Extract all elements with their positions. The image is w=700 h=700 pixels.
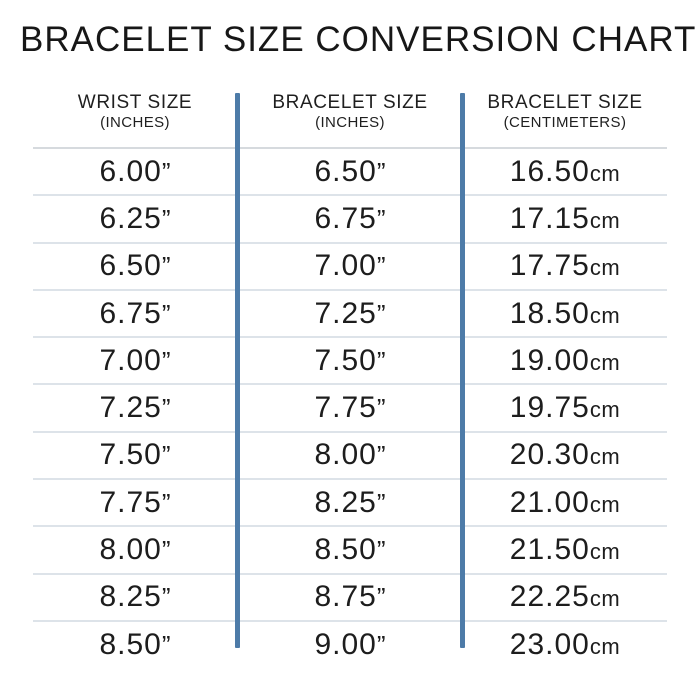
table-row (33, 480, 667, 527)
inch-mark: ” (161, 487, 171, 518)
bracelet-size-cm-value: 16.50 (509, 154, 590, 188)
table-row (33, 291, 667, 338)
inch-mark: ” (161, 440, 171, 471)
inch-mark: ” (376, 535, 386, 566)
bracelet-size-inches-value: 8.25 (314, 485, 377, 519)
inch-mark: ” (376, 487, 386, 518)
bracelet-size-cm-value: 21.00 (509, 485, 590, 519)
inch-mark: ” (376, 393, 386, 424)
bracelet-size-inches-value: 8.00 (314, 438, 377, 472)
table-row (33, 244, 667, 291)
inch-mark: ” (376, 440, 386, 471)
bracelet-size-inches-cell (237, 535, 463, 565)
wrist-size-value: 7.00 (99, 343, 162, 377)
inch-mark: ” (161, 203, 171, 234)
table-row (33, 338, 667, 385)
bracelet-size-cm-cell (463, 582, 667, 612)
header-bracelet-size-cm-unit: (CENTIMETERS) (503, 114, 627, 131)
bracelet-size-cm-value: 18.50 (509, 296, 590, 330)
bracelet-size-cm-cell (463, 201, 667, 235)
inch-mark: ” (161, 535, 171, 566)
table-row (33, 385, 667, 432)
cm-unit: cm (589, 397, 621, 423)
table-row (33, 149, 667, 196)
inch-mark: ” (161, 629, 171, 660)
wrist-size-cell (33, 154, 237, 188)
header-wrist-size (33, 88, 237, 132)
wrist-size-value: 8.25 (99, 580, 162, 614)
wrist-size-cell (33, 485, 237, 519)
page-title: BRACELET SIZE CONVERSION CHART (20, 20, 697, 59)
bracelet-size-inches-cell (237, 440, 463, 470)
bracelet-size-inches-value: 9.00 (314, 627, 377, 661)
header-wrist-size-label: WRIST SIZE (77, 92, 193, 113)
inch-mark: ” (161, 251, 171, 282)
wrist-size-cell (33, 582, 237, 612)
column-divider-2 (460, 93, 465, 648)
bracelet-size-inches-cell (237, 582, 463, 612)
inch-mark: ” (376, 345, 386, 376)
wrist-size-value: 6.75 (99, 296, 162, 330)
cm-unit: cm (589, 539, 621, 565)
bracelet-size-inches-value: 7.50 (314, 343, 377, 377)
table-row (33, 433, 667, 480)
wrist-size-value: 7.50 (99, 438, 162, 472)
table-row (33, 527, 667, 574)
wrist-size-value: 7.25 (99, 391, 162, 425)
header-bracelet-size-inches-label: BRACELET SIZE (272, 92, 428, 113)
wrist-size-value: 6.50 (99, 249, 162, 283)
bracelet-size-cm-cell (463, 296, 667, 330)
bracelet-size-inches-value: 7.00 (314, 249, 377, 283)
bracelet-size-cm-value: 21.50 (509, 533, 590, 567)
wrist-size-value: 8.50 (99, 627, 162, 661)
cm-unit: cm (589, 633, 621, 659)
inch-mark: ” (161, 393, 171, 424)
wrist-size-value: 8.00 (99, 533, 162, 567)
bracelet-size-cm-cell (463, 535, 667, 565)
wrist-size-value: 6.25 (99, 201, 162, 235)
wrist-size-cell (33, 440, 237, 470)
cm-unit: cm (589, 586, 621, 612)
bracelet-size-cm-value: 19.75 (509, 391, 590, 425)
inch-mark: ” (161, 298, 171, 329)
bracelet-size-inches-value: 7.75 (314, 391, 377, 425)
bracelet-size-cm-cell (463, 440, 667, 470)
bracelet-size-cm-value: 17.75 (509, 249, 590, 283)
wrist-size-cell (33, 201, 237, 235)
bracelet-size-inches-cell (237, 296, 463, 330)
inch-mark: ” (376, 156, 386, 187)
wrist-size-value: 7.75 (99, 485, 162, 519)
wrist-size-cell (33, 343, 237, 377)
table-header-row (33, 88, 667, 149)
header-bracelet-size-cm (463, 88, 667, 132)
header-wrist-size-unit: (INCHES) (100, 114, 170, 131)
cm-unit: cm (589, 349, 621, 375)
inch-mark: ” (376, 629, 386, 660)
table-row (33, 622, 667, 667)
cm-unit: cm (589, 255, 621, 281)
bracelet-size-inches-cell (237, 251, 463, 281)
inch-mark: ” (376, 203, 386, 234)
inch-mark: ” (161, 156, 171, 187)
cm-unit: cm (589, 491, 621, 517)
bracelet-size-inches-value: 7.25 (314, 296, 377, 330)
bracelet-size-cm-cell (463, 251, 667, 281)
inch-mark: ” (161, 582, 171, 613)
bracelet-size-cm-cell (463, 393, 667, 423)
cm-unit: cm (589, 302, 621, 328)
bracelet-size-inches-value: 6.50 (314, 154, 377, 188)
inch-mark: ” (376, 582, 386, 613)
cm-unit: cm (589, 444, 621, 470)
bracelet-size-inches-value: 6.75 (314, 201, 377, 235)
bracelet-size-cm-value: 20.30 (509, 438, 590, 472)
bracelet-size-cm-cell (463, 485, 667, 519)
wrist-size-cell (33, 535, 237, 565)
wrist-size-cell (33, 251, 237, 281)
bracelet-size-cm-value: 22.25 (509, 580, 590, 614)
bracelet-size-inches-cell (237, 343, 463, 377)
header-bracelet-size-cm-label: BRACELET SIZE (487, 92, 643, 113)
bracelet-size-cm-cell (463, 627, 667, 661)
cm-unit: cm (589, 207, 621, 233)
conversion-table (33, 88, 667, 667)
wrist-size-cell (33, 627, 237, 661)
wrist-size-value: 6.00 (99, 154, 162, 188)
bracelet-size-inches-cell (237, 201, 463, 235)
table-row (33, 196, 667, 243)
bracelet-size-cm-value: 19.00 (509, 343, 590, 377)
bracelet-size-inches-cell (237, 393, 463, 423)
wrist-size-cell (33, 296, 237, 330)
inch-mark: ” (376, 251, 386, 282)
bracelet-size-inches-cell (237, 154, 463, 188)
inch-mark: ” (161, 345, 171, 376)
bracelet-size-inches-value: 8.75 (314, 580, 377, 614)
bracelet-size-inches-cell (237, 485, 463, 519)
wrist-size-cell (33, 393, 237, 423)
bracelet-size-cm-cell (463, 343, 667, 377)
bracelet-size-cm-cell (463, 154, 667, 188)
cm-unit: cm (589, 160, 621, 186)
bracelet-size-inches-cell (237, 627, 463, 661)
bracelet-size-inches-value: 8.50 (314, 533, 377, 567)
column-divider-1 (235, 93, 240, 648)
bracelet-size-cm-value: 17.15 (509, 201, 590, 235)
inch-mark: ” (376, 298, 386, 329)
bracelet-size-cm-value: 23.00 (509, 627, 590, 661)
header-bracelet-size-inches (237, 88, 463, 132)
table-row (33, 575, 667, 622)
table-rows (33, 149, 667, 667)
header-bracelet-size-inches-unit: (INCHES) (315, 114, 385, 131)
